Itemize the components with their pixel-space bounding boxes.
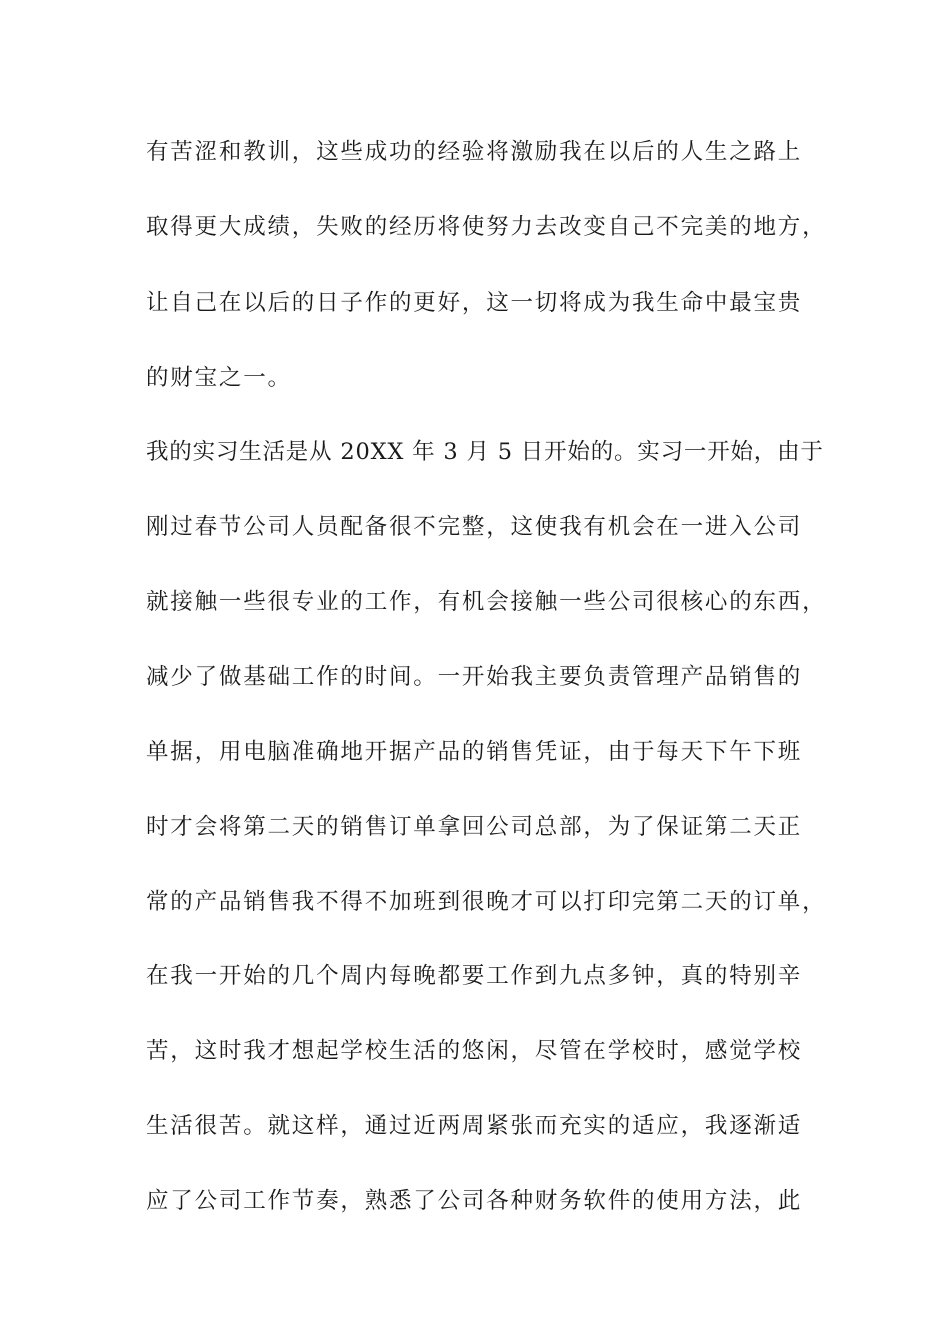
text-line: 让自己在以后的日子作的更好，这一切将成为我生命中最宝贵 xyxy=(146,290,803,316)
text-line: 时才会将第二天的销售订单拿回公司总部，为了保证第二天正 xyxy=(146,814,803,840)
text-line: 应了公司工作节奏，熟悉了公司各种财务软件的使用方法，此 xyxy=(146,1188,803,1214)
text-line: 取得更大成绩，失败的经历将使努力去改变自己不完美的地方， xyxy=(146,214,827,240)
text-line: 常的产品销售我不得不加班到很晚才可以打印完第二天的订单， xyxy=(146,889,827,915)
text-line: 我的实习生活是从 20XX 年 3 月 5 日开始的。实习一开始，由于 xyxy=(146,439,824,465)
text-line: 生活很苦。就这样，通过近两周紧张而充实的适应，我逐渐适 xyxy=(146,1113,803,1139)
text-line: 有苦涩和教训，这些成功的经验将激励我在以后的人生之路上 xyxy=(146,139,803,165)
text-line: 就接触一些很专业的工作，有机会接触一些公司很核心的东西， xyxy=(146,589,827,615)
text-line: 单据，用电脑准确地开据产品的销售凭证，由于每天下午下班 xyxy=(146,739,803,765)
text-line: 在我一开始的几个周内每晚都要工作到九点多钟，真的特别辛 xyxy=(146,963,803,989)
text-line: 减少了做基础工作的时间。一开始我主要负责管理产品销售的 xyxy=(146,664,803,690)
text-line: 的财宝之一。 xyxy=(146,365,292,391)
text-line: 苦，这时我才想起学校生活的悠闲，尽管在学校时，感觉学校 xyxy=(146,1038,803,1064)
text-line: 刚过春节公司人员配备很不完整，这使我有机会在一进入公司 xyxy=(146,514,803,540)
